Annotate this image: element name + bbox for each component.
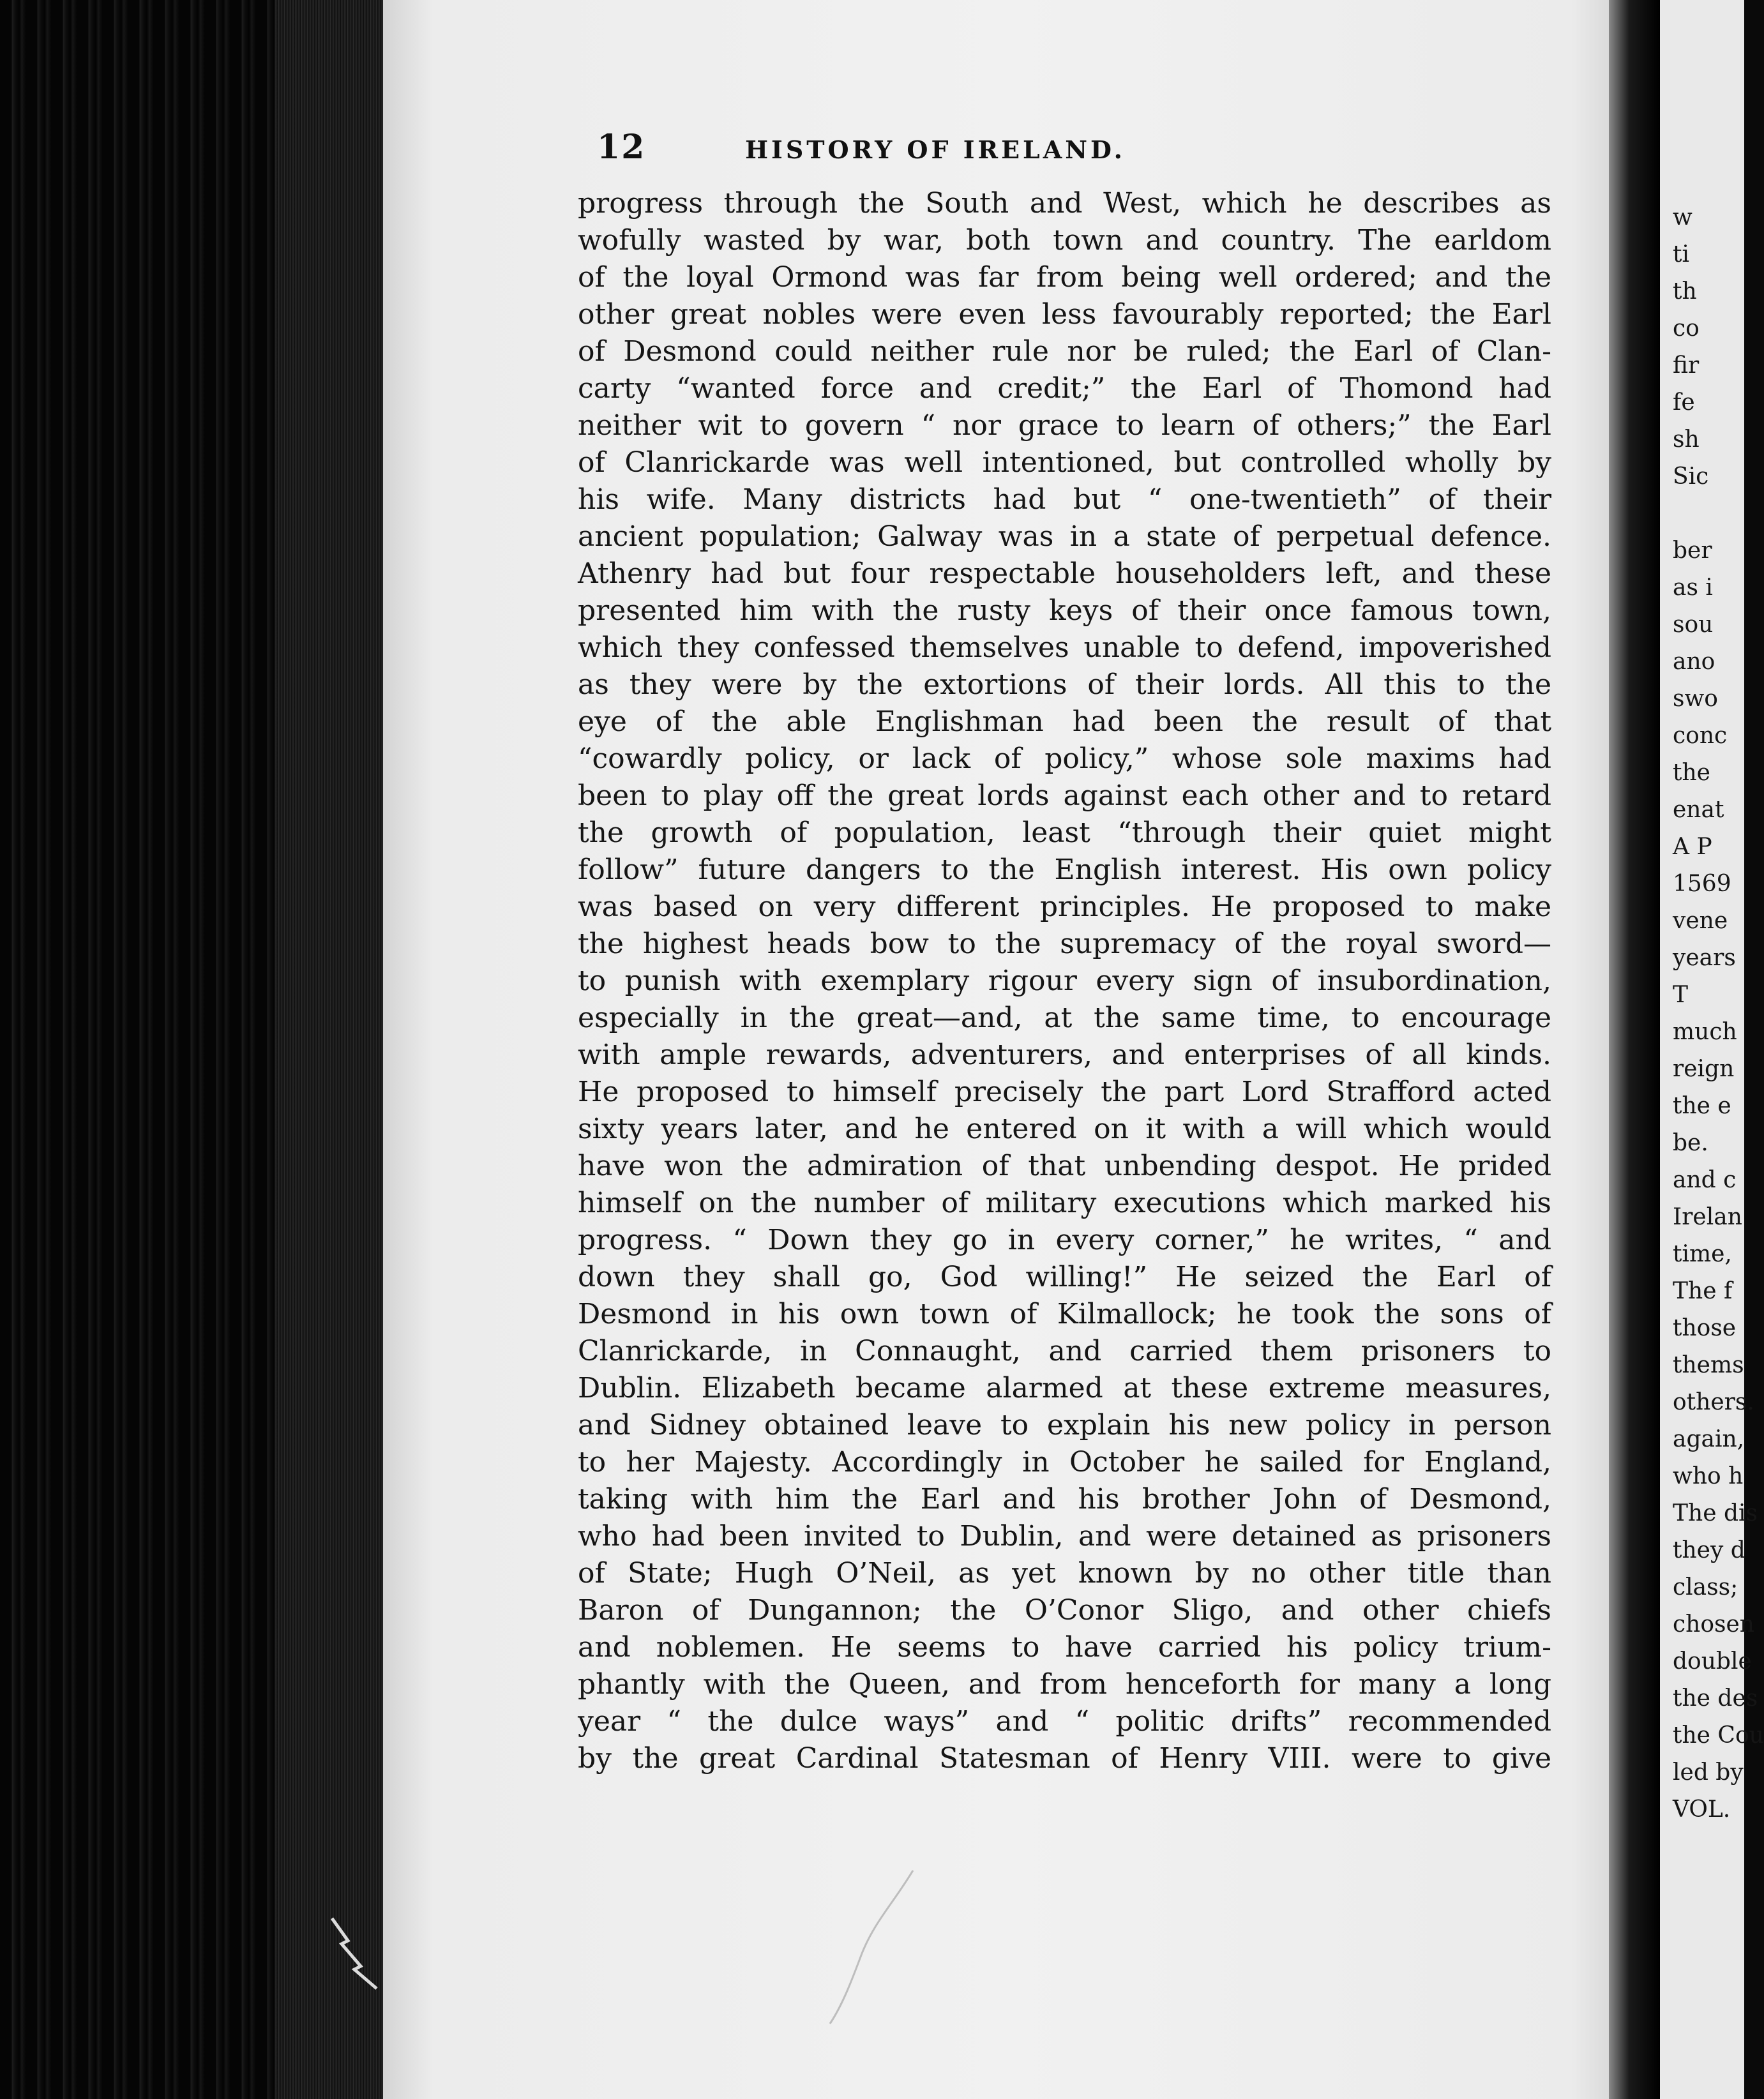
text-line: of Desmond could neither rule nor be ruled; the Earl of Clan- bbox=[578, 335, 1551, 368]
text-line: especially in the great—and, at the same time, to encourage bbox=[578, 1002, 1551, 1034]
text-line: was based on very different principles. He proposed to make bbox=[578, 891, 1551, 923]
text-line: to punish with exemplary rigour every sign of insubordination, bbox=[578, 965, 1551, 997]
facing-page-fragment: ber bbox=[1673, 538, 1712, 564]
facing-page-fragment: as i bbox=[1673, 575, 1713, 601]
facing-page-edge bbox=[1660, 0, 1764, 2099]
facing-page-fragment: the bbox=[1673, 760, 1710, 786]
facing-page-fragment: thems bbox=[1673, 1352, 1744, 1378]
text-line: the highest heads bow to the supremacy of the royal sword— bbox=[578, 928, 1551, 960]
text-line: Athenry had but four respectable householders left, and these bbox=[578, 557, 1551, 590]
facing-page-fragment: co bbox=[1673, 315, 1700, 342]
text-line: neither wit to govern “ nor grace to learn of others;” the Earl bbox=[578, 409, 1551, 442]
text-line: other great nobles were even less favourably reported; the Earl bbox=[578, 298, 1551, 331]
text-line: Clanrickarde, in Connaught, and carried them prisoners to bbox=[578, 1335, 1551, 1367]
facing-page-fragment: conc bbox=[1673, 723, 1728, 749]
text-line: and Sidney obtained leave to explain his new policy in person bbox=[578, 1409, 1551, 1441]
facing-page-fragment: class; bbox=[1673, 1574, 1738, 1600]
page-edges bbox=[275, 0, 383, 2099]
text-line: progress through the South and West, which he describes as bbox=[578, 187, 1551, 220]
text-line: of the loyal Ormond was far from being well ordered; and the bbox=[578, 261, 1551, 294]
text-line: carty “wanted force and credit;” the Earl of Thomond had bbox=[578, 372, 1551, 405]
facing-page-fragment: much bbox=[1673, 1019, 1737, 1045]
body-text bbox=[578, 185, 1551, 1777]
text-line: follow” future dangers to the English interest. His own policy bbox=[578, 854, 1551, 886]
text-line: of State; Hugh O’Neil, as yet known by no other title than bbox=[578, 1557, 1551, 1590]
facing-page-fragment: sh bbox=[1673, 426, 1700, 453]
text-line: have won the admiration of that unbending despot. He prided bbox=[578, 1150, 1551, 1182]
facing-page-fragment: time, bbox=[1673, 1241, 1732, 1267]
facing-page-fragment: th bbox=[1673, 278, 1697, 305]
text-line: which they confessed themselves unable to defend, impoverished bbox=[578, 631, 1551, 664]
facing-page-fragment: VOL. bbox=[1673, 1796, 1731, 1823]
facing-page-fragment: fe bbox=[1673, 389, 1695, 416]
running-head bbox=[597, 128, 1274, 172]
text-line: as they were by the extortions of their lords. All this to the bbox=[578, 668, 1551, 701]
facing-page-fragment: Sic bbox=[1673, 463, 1709, 490]
facing-page-fragment: who h bbox=[1673, 1463, 1744, 1489]
facing-page-fragment: fir bbox=[1673, 352, 1700, 379]
page-title: HISTORY OF IRELAND. bbox=[745, 135, 1126, 164]
margin-mark bbox=[329, 1915, 380, 1992]
text-line: year “ the dulce ways” and “ politic drifts” recommended bbox=[578, 1705, 1551, 1738]
facing-page-fragment: vene bbox=[1673, 908, 1728, 934]
text-line: and noblemen. He seems to have carried his policy trium- bbox=[578, 1631, 1551, 1664]
text-line: Desmond in his own town of Kilmallock; he took the sons of bbox=[578, 1298, 1551, 1330]
facing-page-fragment: sou bbox=[1673, 612, 1714, 638]
text-line: ancient population; Galway was in a state of perpetual defence. bbox=[578, 520, 1551, 553]
facing-page-fragment: swo bbox=[1673, 686, 1718, 712]
page-blemish bbox=[817, 1864, 945, 2030]
facing-page-fragment: A P bbox=[1673, 834, 1712, 860]
facing-page-fragment: again, bbox=[1673, 1426, 1745, 1452]
facing-page-fragment: others. bbox=[1673, 1389, 1754, 1415]
text-line: presented him with the rusty keys of their once famous town, bbox=[578, 594, 1551, 627]
facing-page-fragment: those bbox=[1673, 1315, 1737, 1341]
facing-page-fragment: chosen bbox=[1673, 1611, 1754, 1637]
text-line: who had been invited to Dublin, and were detained as prisoners bbox=[578, 1520, 1551, 1553]
facing-page-fragment: the des bbox=[1673, 1685, 1758, 1712]
text-line: of Clanrickarde was well intentioned, but controlled wholly by bbox=[578, 446, 1551, 479]
text-line: progress. “ Down they go in every corner,” he writes, “ and bbox=[578, 1224, 1551, 1256]
facing-page-fragment: years bbox=[1673, 945, 1736, 971]
text-line: phantly with the Queen, and from henceforth for many a long bbox=[578, 1668, 1551, 1701]
facing-page-fragment: The dis bbox=[1673, 1500, 1758, 1526]
text-line: his wife. Many districts had but “ one-twentieth” of their bbox=[578, 483, 1551, 516]
text-line: Baron of Dungannon; the O’Conor Sligo, and other chiefs bbox=[578, 1594, 1551, 1627]
facing-page-fragment: the Cou bbox=[1673, 1722, 1764, 1749]
text-line: “cowardly policy, or lack of policy,” whose sole maxims had bbox=[578, 742, 1551, 775]
facing-page-fragment: w bbox=[1673, 204, 1692, 230]
text-line: wofully wasted by war, both town and country. The earldom bbox=[578, 224, 1551, 257]
facing-page-fragment: and c bbox=[1673, 1167, 1737, 1193]
text-line: eye of the able Englishman had been the result of that bbox=[578, 705, 1551, 738]
text-line: been to play off the great lords against each other and to retard bbox=[578, 779, 1551, 812]
facing-page-fragment: double bbox=[1673, 1648, 1752, 1674]
text-line: Dublin. Elizabeth became alarmed at these extreme measures, bbox=[578, 1372, 1551, 1404]
text-line: himself on the number of military executions which marked his bbox=[578, 1187, 1551, 1219]
text-line: down they shall go, God willing!” He seized the Earl of bbox=[578, 1261, 1551, 1293]
facing-page-fragment: ti bbox=[1673, 241, 1689, 267]
text-line: the growth of population, least “through their quiet might bbox=[578, 816, 1551, 849]
facing-page-fragment: The f bbox=[1673, 1278, 1733, 1304]
text-line: by the great Cardinal Statesman of Henry VIII. were to give bbox=[578, 1742, 1551, 1775]
facing-page-fragment: be. bbox=[1673, 1130, 1708, 1156]
facing-page-fragment: enat bbox=[1673, 797, 1724, 823]
facing-page-fragment: Irelan bbox=[1673, 1204, 1742, 1230]
facing-page-fragment: reign bbox=[1673, 1056, 1735, 1082]
facing-page-fragment: 1569 bbox=[1673, 871, 1731, 897]
page-number: 12 bbox=[597, 128, 646, 167]
text-line: with ample rewards, adventurers, and enterprises of all kinds. bbox=[578, 1039, 1551, 1071]
facing-page-fragment: the e bbox=[1673, 1093, 1731, 1119]
facing-page-fragment: led by bbox=[1673, 1759, 1744, 1786]
text-line: to her Majesty. Accordingly in October he sailed for England, bbox=[578, 1446, 1551, 1478]
text-line: taking with him the Earl and his brother John of Desmond, bbox=[578, 1483, 1551, 1516]
facing-page-fragment: they d bbox=[1673, 1537, 1745, 1563]
text-line: He proposed to himself precisely the part Lord Strafford acted bbox=[578, 1076, 1551, 1108]
facing-page-fragment: ano bbox=[1673, 649, 1715, 675]
center-gutter bbox=[1609, 0, 1660, 2099]
text-line: sixty years later, and he entered on it with a will which would bbox=[578, 1113, 1551, 1145]
facing-page-fragment: T bbox=[1673, 982, 1689, 1008]
